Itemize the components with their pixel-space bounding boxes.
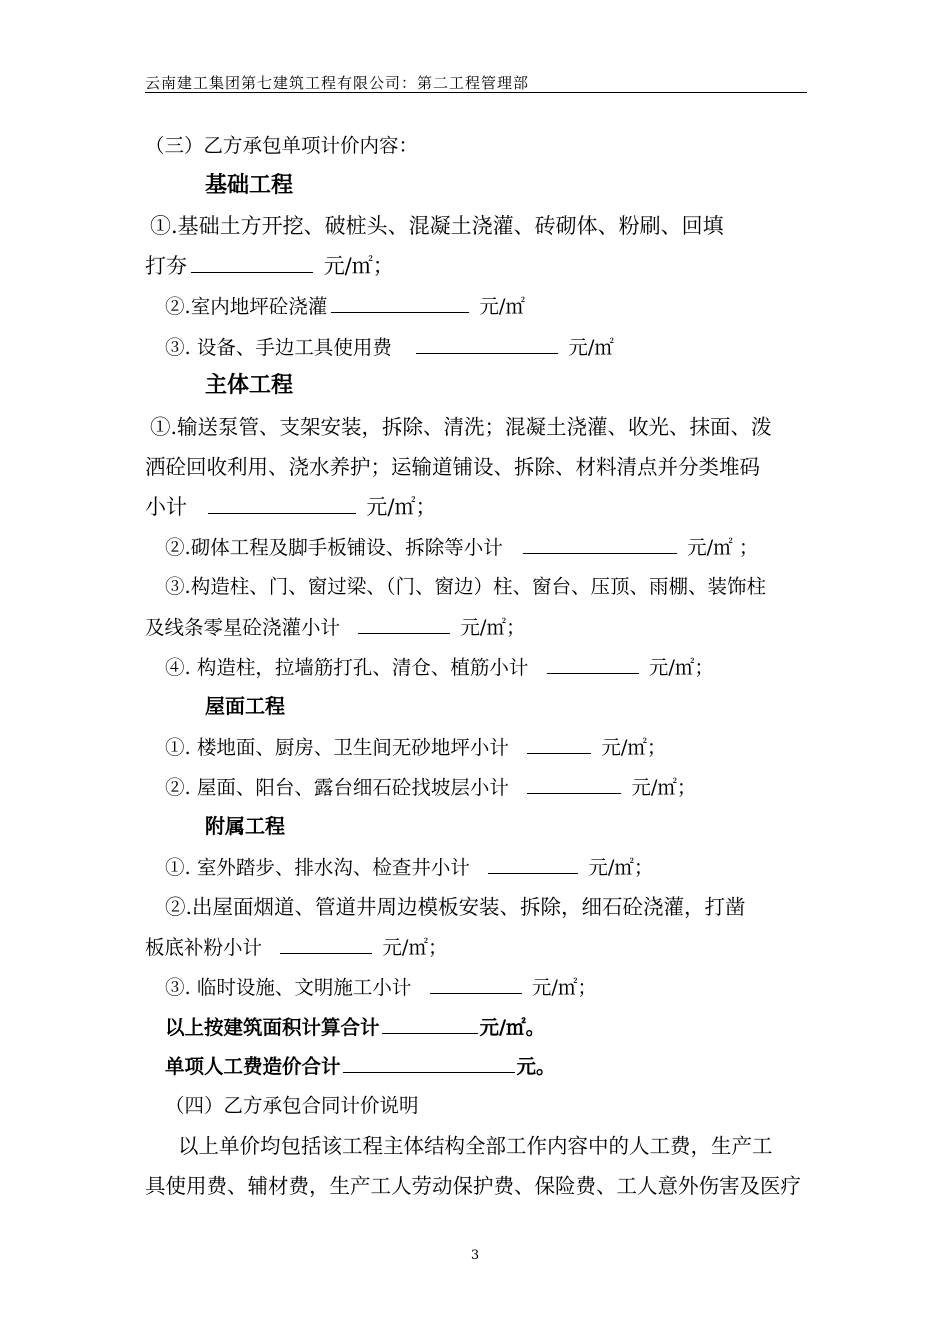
ancillary-item-3 <box>165 973 597 1002</box>
foundation-item-3-unit: 元/㎡ <box>568 336 614 359</box>
page-header: 云南建工集团第七建筑工程有限公司：第二工程管理部 <box>145 74 530 92</box>
section-3-title: （三）乙方承包单项计价内容： <box>145 134 419 157</box>
section-4-para-line-1: 以上单价均包括该工程主体结构全部工作内容中的人工费，生产工 <box>178 1134 773 1158</box>
ancillary-item-2-line-2 <box>145 933 448 962</box>
roof-item-2-unit: 元/㎡； <box>631 776 697 799</box>
labor-total <box>165 1052 556 1081</box>
ancillary-item-1 <box>165 853 653 882</box>
main-item-1-line-1: ①.输送泵管、支架安装，拆除、清洗；混凝土浇灌、收光、抹面、泼 <box>150 415 772 439</box>
main-item-4-text: ④. 构造柱，拉墙筋打孔、清仓、植筋小计 <box>165 656 529 679</box>
area-total-unit: 元/㎡。 <box>479 1016 546 1039</box>
foundation-item-1-line-2 <box>145 252 394 280</box>
foundation-item-2-unit: 元/㎡ <box>479 295 525 318</box>
main-item-3-blank[interactable] <box>358 613 450 634</box>
foundation-heading: 基础工程 <box>205 173 294 198</box>
area-total <box>165 1013 545 1042</box>
foundation-item-1-blank[interactable] <box>191 252 313 273</box>
main-item-4-unit: 元/㎡； <box>648 656 714 679</box>
foundation-item-3-text: ③. 设备、手边工具使用费 <box>165 336 392 359</box>
ancillary-item-1-blank[interactable] <box>488 853 578 874</box>
header-rule <box>145 92 807 93</box>
roof-item-2-blank[interactable] <box>527 773 621 794</box>
area-total-blank[interactable] <box>382 1013 478 1034</box>
section-4-para-line-2: 具使用费、辅材费，生产工人劳动保护费、保险费、工人意外伤害及医疗 <box>145 1174 801 1198</box>
roof-heading: 屋面工程 <box>205 694 285 718</box>
main-item-2-blank[interactable] <box>523 533 677 554</box>
area-total-prefix: 以上按建筑面积计算合计 <box>165 1016 380 1039</box>
ancillary-item-1-text: ①. 室外踏步、排水沟、检查井小计 <box>165 856 470 879</box>
labor-total-blank[interactable] <box>343 1052 515 1073</box>
main-item-2-text: ②.砌体工程及脚手板铺设、拆除等小计 <box>165 536 503 559</box>
roof-item-2-text: ②. 屋面、阳台、露台细石砼找坡层小计 <box>165 776 509 799</box>
foundation-item-2-blank[interactable] <box>331 292 469 313</box>
main-item-1-line-3 <box>145 493 436 521</box>
labor-total-unit: 元。 <box>516 1055 556 1078</box>
ancillary-item-3-text: ③. 临时设施、文明施工小计 <box>165 976 412 999</box>
foundation-item-3-blank[interactable] <box>416 333 558 354</box>
page-number: 3 <box>470 1248 480 1263</box>
foundation-item-2 <box>165 292 525 321</box>
roof-item-1-unit: 元/㎡； <box>601 736 667 759</box>
main-heading: 主体工程 <box>205 373 294 398</box>
main-item-2-unit: 元/㎡ ； <box>687 536 759 559</box>
roof-item-1-blank[interactable] <box>527 733 591 754</box>
ancillary-item-2-line-1: ②.出屋面烟道、管道井周边模板安装、拆除，细石砼浇灌，打凿 <box>165 895 746 919</box>
roof-item-2 <box>165 773 696 802</box>
main-item-1-line-2: 洒砼回收利用、浇水养护；运输道铺设、拆除、材料清点并分类堆码 <box>145 455 760 479</box>
labor-total-prefix: 单项人工费造价合计 <box>165 1055 341 1078</box>
roof-item-1 <box>165 733 666 762</box>
ancillary-item-1-unit: 元/㎡； <box>588 856 654 879</box>
ancillary-item-2-unit: 元/㎡； <box>382 936 448 959</box>
main-item-3-prefix: 及线条零星砼浇灌小计 <box>145 616 341 639</box>
ancillary-item-2-blank[interactable] <box>280 933 372 954</box>
main-item-4 <box>165 653 714 682</box>
ancillary-item-3-unit: 元/㎡； <box>531 976 597 999</box>
main-item-3-line-1: ③.构造柱、门、窗过梁、（门、窗边）柱、窗台、压顶、雨棚、装饰柱 <box>165 575 766 598</box>
main-item-3-line-2 <box>145 613 526 642</box>
main-item-3-unit: 元/㎡； <box>460 616 526 639</box>
main-item-2 <box>165 533 758 562</box>
section-4-title: （四）乙方承包合同计价说明 <box>165 1094 419 1117</box>
main-item-4-blank[interactable] <box>547 653 639 674</box>
ancillary-item-2-prefix: 板底补粉小计 <box>145 936 263 959</box>
foundation-item-1-unit: 元/㎡； <box>323 254 394 278</box>
foundation-item-3 <box>165 333 614 362</box>
main-item-1-prefix: 小计 <box>145 495 187 519</box>
main-item-1-unit: 元/㎡； <box>366 495 437 519</box>
main-item-1-blank[interactable] <box>208 493 356 514</box>
foundation-item-2-text: ②.室内地坪砼浇灌 <box>165 295 328 318</box>
roof-item-1-text: ①. 楼地面、厨房、卫生间无砂地坪小计 <box>165 736 509 759</box>
foundation-item-1-line-1: ①.基础土方开挖、破桩头、混凝土浇灌、砖砌体、粉刷、回填 <box>150 214 724 238</box>
foundation-item-1-prefix: 打夯 <box>145 254 187 278</box>
ancillary-heading: 附属工程 <box>205 814 285 838</box>
ancillary-item-3-blank[interactable] <box>430 973 522 994</box>
